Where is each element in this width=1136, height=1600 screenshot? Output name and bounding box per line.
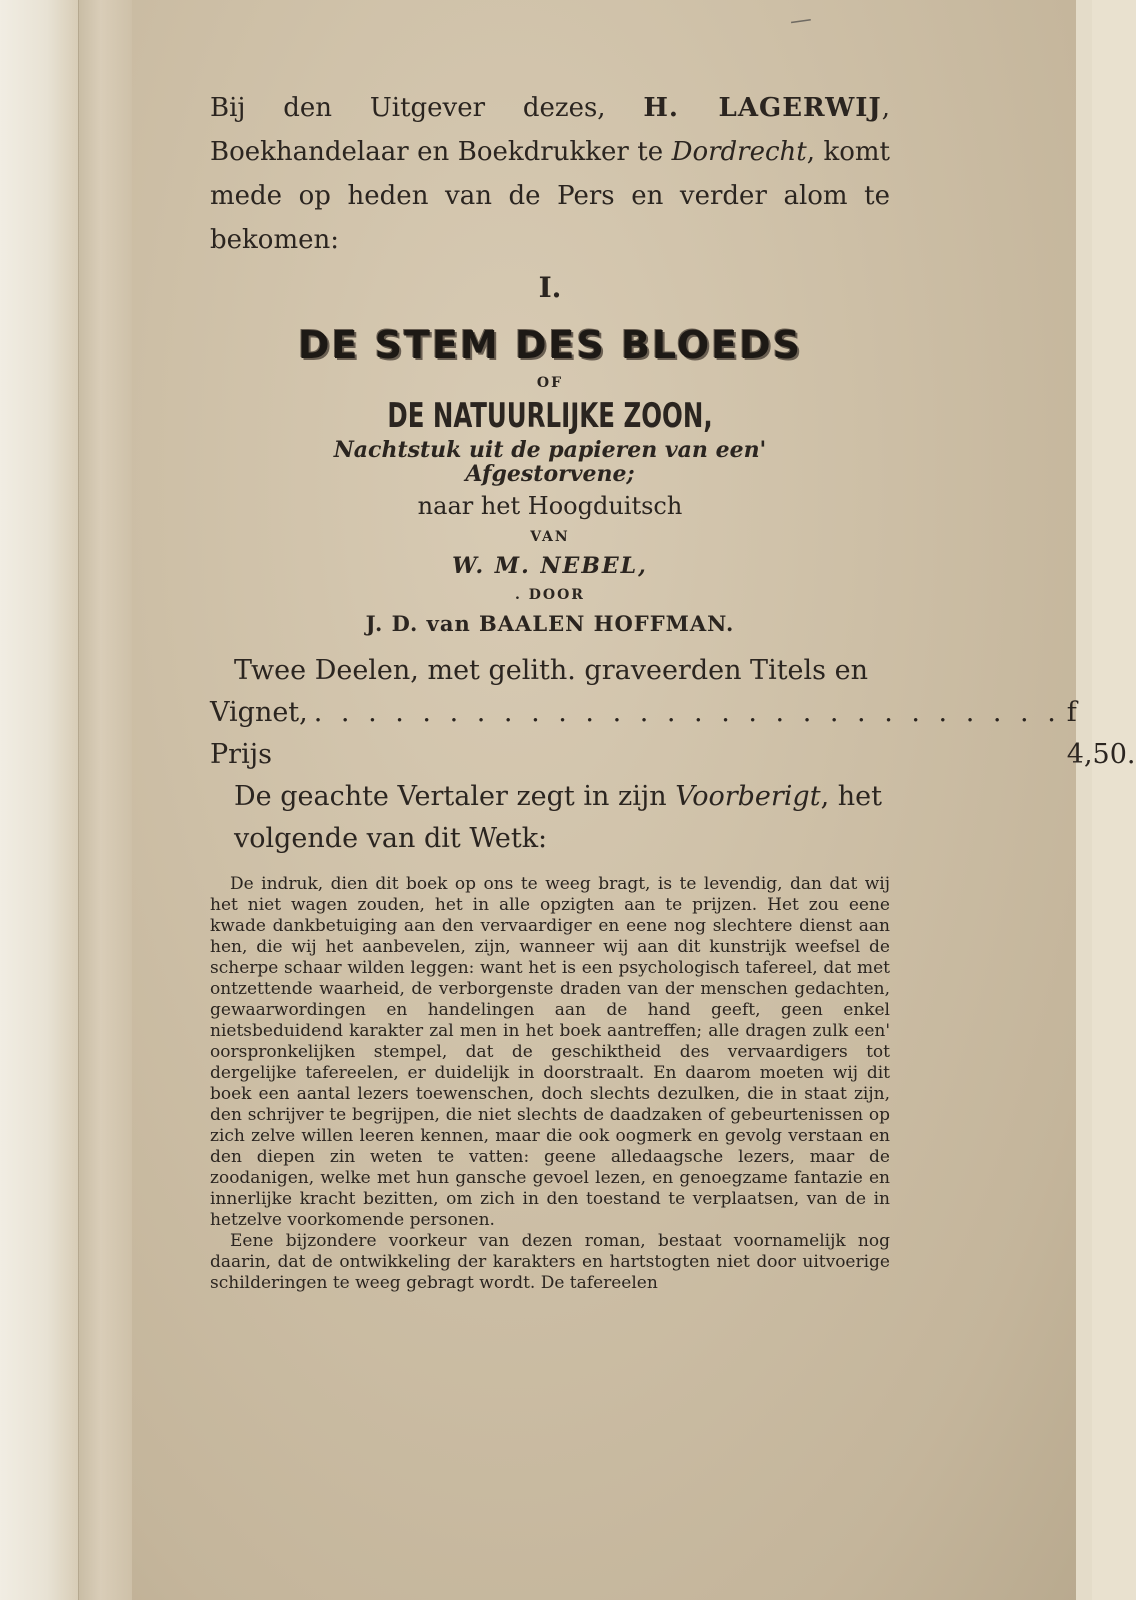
intro-part2: , Boekhandelaar en Boekdrukker te [210,93,890,167]
page-content [210,86,1136,1294]
foreword-part2: , het volgende van dit Wetk: [234,781,882,854]
publisher-notice [210,86,890,262]
foreword-quote [210,874,890,1294]
book-title: DE STEM DES BLOEDS [297,323,803,367]
price-row [210,692,1136,776]
edition-description: Twee Deelen, met gelith. graveerden Titels en [234,655,868,686]
title-connector: OF [536,375,564,391]
price-leader-dots: . . . . . . . . . . . . . . . . . . . . . . . . . . . . [313,697,1061,728]
author-name: W. M. NEBEL, [452,553,648,579]
intro-part3: , komt mede op heden van de Pers en verder alom te bekomen: [210,137,890,255]
left-page-margin [0,0,78,1600]
price-label: Vignet, Prijs [210,697,308,770]
source-language: naar het Hoogduitsch [417,492,683,520]
publisher-name: H. LAGERWIJ [643,93,882,123]
book-subtitle: DE NATUURLIJKE ZOON, [387,396,713,436]
foreword-part1: De geachte Vertaler zegt in zijn [234,781,667,812]
quote-paragraph-1: De indruk, dien dit boek op ons te weeg bragt, is te levendig, dan dat wij het niet wagen zouden, het in alle opzigten aan te prijzen. Het zou eene kwade dankbetuiging aan den vervaardiger en eene nog slechtere dienst aan hen, die wij het aanbevelen, zijn, wanneer wij aan dit kunstrijk weefsel de scherpe schaar wilden leggen: want het is een psychologisch tafereel, dat met ontzettende waarheid, de verborgenste draden van der menschen gedachten, gewaarwordingen en handelingen aan de hand geeft, geen enkel nietsbeduidend karakter zal men in het boek aantreffen; alle dragen zulk een' oorspronkelijken stempel, dat de geschiktheid des vervaardigers tot dergelijke tafereelen, er duidelijk in doorstraalt. En daarom moeten wij dit boek een aantal lezers toewenschen, doch slechts dezulken, die in staat zijn, den schrijver te begrijpen, die niet slechts de daadzaken of gebeurtenissen op zich zelve willen leeren kennen, maar die ook oogmerk en gevolg verstaan en den diepen zin weten te vatten: geene alledaagsche lezers, maar de zoodanigen, welke met hun gansche gevoel lezen, en genoegzame fantazie en innerlijke kracht bezitten, om zich in den toestand te verplaatsen, van de in hetzelve voorkomende personen. [210,874,890,1230]
translator-label: . DOOR [515,587,585,603]
subtitle-italic-line2: Afgestorvene; [465,461,635,487]
foreword-intro [210,776,890,860]
city-name: Dordrecht [671,137,807,167]
page-edge [1076,0,1092,1600]
foreword-title: Voorberigt [675,781,821,812]
price-value: f 4,50. [1066,697,1136,770]
intro-part1: Bij den Uitgever dezes, [210,93,606,123]
by-label: VAN [530,529,570,545]
item-number: I. [538,271,562,304]
quote-paragraph-2: Eene bijzondere voorkeur van dezen roman, bestaat voornamelijk nog daarin, dat de ontwikkeling der karakters en hartstogten niet door uitvoerige schilderingen te weeg gebragt wordt. De tafereelen [210,1231,890,1293]
translator-name: J. D. van BAALEN HOFFMAN. [365,611,735,636]
price-block [210,650,1136,860]
pencil-mark: — [788,6,816,35]
subtitle-italic-line1: Nachtstuk uit de papieren van een' [333,437,767,463]
